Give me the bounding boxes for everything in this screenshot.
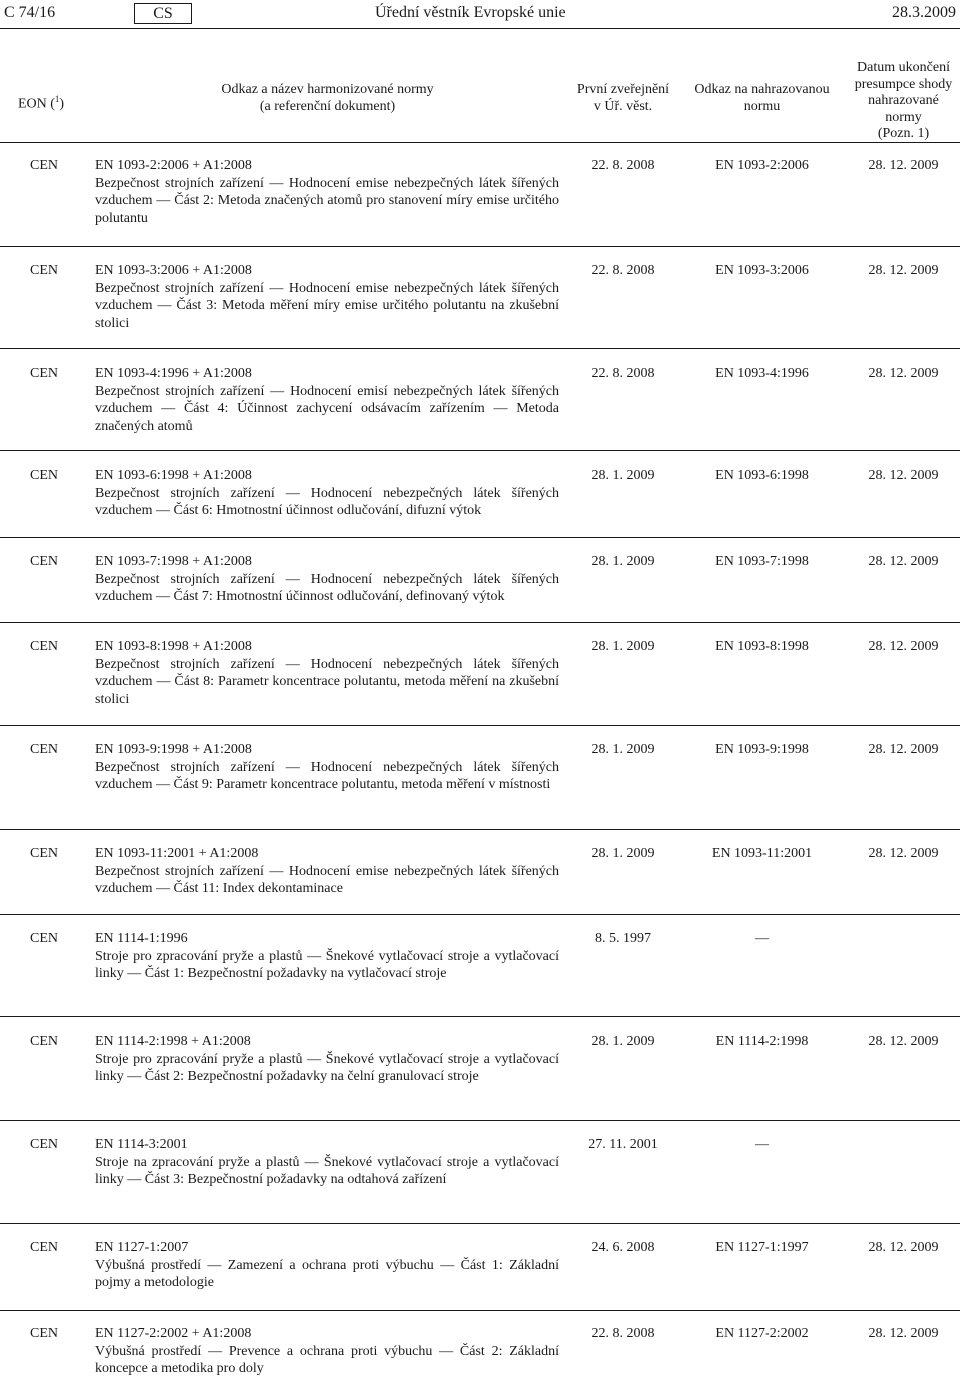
standards-organisation: CEN	[30, 158, 58, 173]
presumption-end-date: 28. 12. 2009	[868, 366, 939, 381]
standard-reference	[95, 1325, 559, 1378]
row-divider	[0, 1120, 960, 1121]
footnote-marker: 1	[54, 94, 60, 104]
standard-code: EN 1093-4:1996 + A1:2008	[95, 366, 252, 381]
standard-code: EN 1127-1:2007	[95, 1240, 189, 1255]
standard-title: Stroje pro zpracování pryže a plastů — Šnekové vytlačovací stroje a vytlačovací linky — Část 1: Bezpečnostní požadavky na vytlačovací stroje	[95, 948, 559, 981]
standard-reference	[95, 638, 559, 708]
superseded-standard: EN 1127-1:1997	[715, 1240, 809, 1255]
standard-title: Výbušná prostředí — Zamezení a ochrana proti výbuchu — Část 1: Základní pojmy a metodologie	[95, 1257, 559, 1290]
standards-organisation: CEN	[30, 1137, 58, 1152]
row-divider	[0, 829, 960, 830]
standard-code: EN 1127-2:2002 + A1:2008	[95, 1326, 252, 1341]
standard-title: Výbušná prostředí — Prevence a ochrana proti výbuchu — Část 2: Základní koncepce a metodika pro doly	[95, 1343, 559, 1376]
column-header-eon: EON ($^1$)	[17, 94, 65, 112]
row-divider	[0, 348, 960, 349]
standard-title: Bezpečnost strojních zařízení — Hodnocení nebezpečných látek šířených vzduchem — Část 9: Parametr koncentrace polutantu, metoda měření v místnosti	[95, 759, 559, 792]
standards-organisation: CEN	[30, 468, 58, 483]
standard-title: Bezpečnost strojních zařízení — Hodnocení emisí nebezpečných látek šířených vzduchem — Část 4: Účinnost zachycení odsávacím zařízením — Metoda značených atomů	[95, 383, 559, 434]
standard-reference	[95, 1136, 559, 1189]
row-divider	[0, 725, 960, 726]
standards-organisation: CEN	[30, 263, 58, 278]
superseded-standard: EN 1093-4:1996	[715, 366, 809, 381]
standard-title: Bezpečnost strojních zařízení — Hodnocení nebezpečných látek šířených vzduchem — Část 6: Hmotnostní účinnost odlučování, difuzní výtok	[95, 485, 559, 518]
standard-code: EN 1093-7:1998 + A1:2008	[95, 554, 252, 569]
standards-organisation: CEN	[30, 1034, 58, 1049]
standards-organisation: CEN	[30, 1240, 58, 1255]
standards-organisation: CEN	[30, 846, 58, 861]
row-divider	[0, 537, 960, 538]
presumption-end-date: 28. 12. 2009	[868, 1034, 939, 1049]
page-reference: C 74/16	[4, 4, 56, 21]
superseded-standard: EN 1093-8:1998	[715, 639, 809, 654]
standard-reference	[95, 157, 559, 227]
row-divider	[0, 1016, 960, 1017]
first-publication-date: 28. 1. 2009	[591, 554, 655, 569]
standard-code: EN 1093-8:1998 + A1:2008	[95, 639, 252, 654]
journal-title: Úřední věstník Evropské unie	[375, 4, 566, 21]
standards-organisation: CEN	[30, 1326, 58, 1341]
superseded-standard: EN 1093-11:2001	[711, 846, 813, 861]
standard-reference	[95, 262, 559, 332]
standards-organisation: CEN	[30, 742, 58, 757]
standards-organisation: CEN	[30, 366, 58, 381]
first-publication-date: 28. 1. 2009	[591, 846, 655, 861]
standard-code: EN 1114-3:2001	[95, 1137, 188, 1152]
first-publication-date: 28. 1. 2009	[591, 742, 655, 757]
row-divider	[0, 622, 960, 623]
standards-organisation: CEN	[30, 639, 58, 654]
standard-title: Bezpečnost strojních zařízení — Hodnocení nebezpečných látek šířených vzduchem — Část 8: Parametr koncentrace polutantu, metoda měření na zkušební stolici	[95, 656, 559, 707]
standard-code: EN 1114-1:1996	[95, 931, 188, 946]
presumption-end-date: 28. 12. 2009	[868, 846, 939, 861]
row-divider	[0, 1223, 960, 1224]
standards-organisation: CEN	[30, 931, 58, 946]
column-header-reference: Odkaz a název harmonizované normy (a referenční dokument)	[221, 82, 434, 114]
column-header-end-date: Datum ukončení presumpce shody nahrazované normy (Pozn. 1)	[854, 60, 953, 141]
presumption-end-date: 28. 12. 2009	[868, 639, 939, 654]
first-publication-date: 24. 6. 2008	[591, 1240, 655, 1255]
standard-reference	[95, 467, 559, 520]
first-publication-date: 22. 8. 2008	[591, 263, 655, 278]
standard-code: EN 1093-3:2006 + A1:2008	[95, 263, 252, 278]
standard-reference	[95, 365, 559, 435]
issue-date: 28.3.2009	[892, 4, 956, 21]
standard-title: Stroje na zpracování pryže a plastů — Šnekové vytlačovací stroje a vytlačovací linky — Část 3: Bezpečnostní požadavky na odtahová zařízení	[95, 1154, 559, 1187]
superseded-standard: EN 1093-9:1998	[715, 742, 809, 757]
standard-reference	[95, 930, 559, 983]
standard-code: EN 1114-2:1998 + A1:2008	[95, 1034, 251, 1049]
first-publication-date: 8. 5. 1997	[595, 931, 651, 946]
presumption-end-date: 28. 12. 2009	[868, 263, 939, 278]
superseded-standard: EN 1114-2:1998	[715, 1034, 809, 1049]
column-header-first-publication: První zveřejnění v Úř. věst.	[576, 82, 670, 114]
standard-title: Bezpečnost strojních zařízení — Hodnocení emise nebezpečných látek šířených vzduchem — Část 2: Metoda značených atomů pro stanovení míry emise určitého polutantu	[95, 175, 559, 226]
standard-title: Stroje pro zpracování pryže a plastů — Šnekové vytlačovací stroje a vytlačovací linky — Část 2: Bezpečnostní požadavky na čelní granulovací stroje	[95, 1051, 559, 1084]
first-publication-date: 22. 8. 2008	[591, 366, 655, 381]
superseded-standard: —	[755, 1137, 769, 1152]
presumption-end-date: 28. 12. 2009	[868, 468, 939, 483]
first-publication-date: 28. 1. 2009	[591, 639, 655, 654]
header-divider	[0, 28, 960, 29]
first-publication-date: 28. 1. 2009	[591, 468, 655, 483]
standard-reference	[95, 553, 559, 606]
language-code-box: CS	[134, 3, 192, 24]
standard-title: Bezpečnost strojních zařízení — Hodnocení nebezpečných látek šířených vzduchem — Část 7: Hmotnostní účinnost odlučování, definovaný výtok	[95, 571, 559, 604]
row-divider	[0, 142, 960, 143]
superseded-standard: EN 1093-6:1998	[715, 468, 809, 483]
first-publication-date: 22. 8. 2008	[591, 1326, 655, 1341]
standard-code: EN 1093-6:1998 + A1:2008	[95, 468, 252, 483]
standard-title: Bezpečnost strojních zařízení — Hodnocení emise nebezpečných látek šířených vzduchem — Část 11: Index dekontaminace	[95, 863, 559, 896]
first-publication-date: 28. 1. 2009	[591, 1034, 655, 1049]
superseded-standard: EN 1127-2:2002	[715, 1326, 809, 1341]
superseded-standard: EN 1093-3:2006	[715, 263, 809, 278]
table-column-headers	[0, 56, 960, 140]
standard-reference	[95, 1033, 559, 1086]
row-divider	[0, 914, 960, 915]
standard-code: EN 1093-9:1998 + A1:2008	[95, 742, 252, 757]
standard-reference	[95, 845, 559, 898]
first-publication-date: 22. 8. 2008	[591, 158, 655, 173]
superseded-standard: —	[755, 931, 769, 946]
standard-code: EN 1093-11:2001 + A1:2008	[95, 846, 259, 861]
presumption-end-date: 28. 12. 2009	[868, 554, 939, 569]
standards-organisation: CEN	[30, 554, 58, 569]
row-divider	[0, 450, 960, 451]
column-header-superseded-standard: Odkaz na nahrazovanou normu	[694, 82, 830, 114]
presumption-end-date: 28. 12. 2009	[868, 1326, 939, 1341]
row-divider	[0, 246, 960, 247]
standard-code: EN 1093-2:2006 + A1:2008	[95, 158, 252, 173]
presumption-end-date: 28. 12. 2009	[868, 742, 939, 757]
superseded-standard: EN 1093-7:1998	[715, 554, 809, 569]
standard-title: Bezpečnost strojních zařízení — Hodnocení emise nebezpečných látek šířených vzduchem — Část 3: Metoda měření míry emise určitého polutantu na zkušební stolici	[95, 280, 559, 331]
row-divider	[0, 1310, 960, 1311]
standard-reference	[95, 741, 559, 794]
standard-reference	[95, 1239, 559, 1292]
superseded-standard: EN 1093-2:2006	[715, 158, 809, 173]
presumption-end-date: 28. 12. 2009	[868, 158, 939, 173]
presumption-end-date: 28. 12. 2009	[868, 1240, 939, 1255]
first-publication-date: 27. 11. 2001	[588, 1137, 658, 1152]
